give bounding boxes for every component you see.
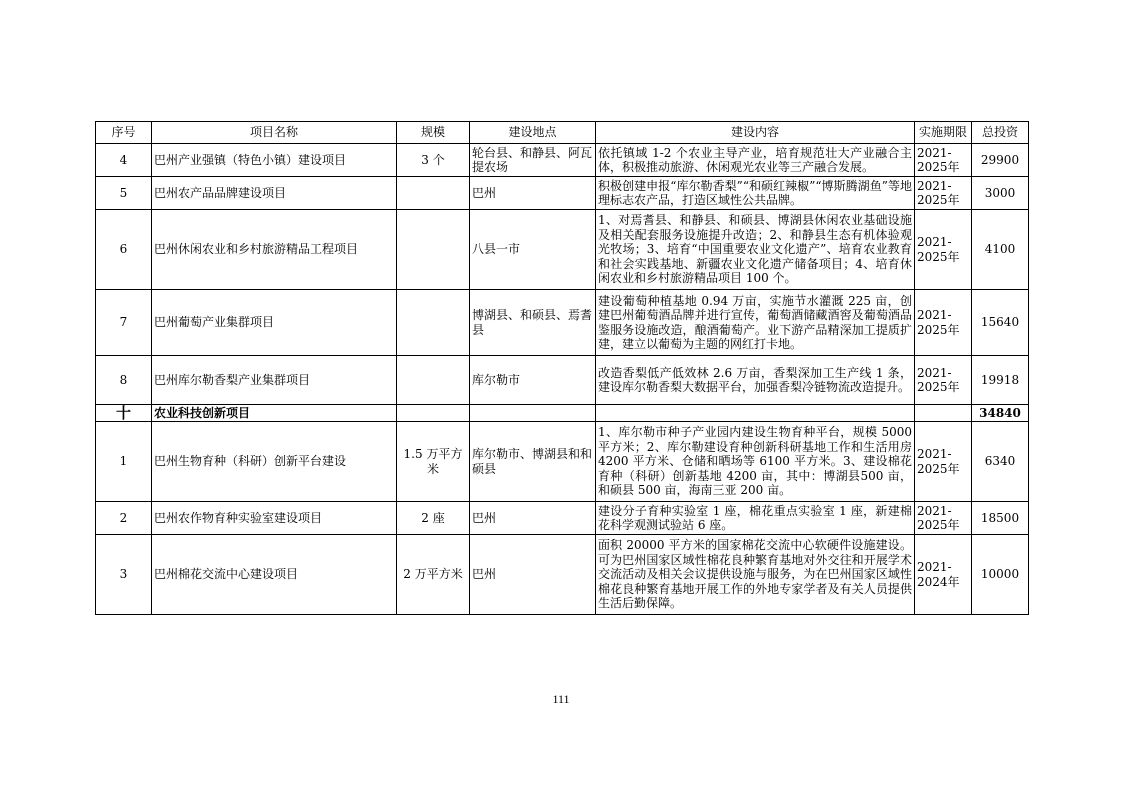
section-empty-cell [596, 405, 915, 422]
cell-content: 建设分子育种实验室 1 座，棉花重点实验室 1 座，新建棉花科学观测试验站 6 座。 [596, 502, 915, 535]
header-investment: 总投资 [972, 122, 1029, 144]
project-table [95, 121, 1029, 615]
table-row [96, 422, 1029, 502]
cell-name: 巴州棉花交流中心建设项目 [152, 535, 397, 615]
cell-scale [397, 210, 470, 290]
cell-name: 巴州休闲农业和乡村旅游精品工程项目 [152, 210, 397, 290]
header-no: 序号 [96, 122, 152, 144]
cell-scale: 3 个 [397, 144, 470, 177]
cell-investment: 4100 [972, 210, 1029, 290]
table-row [96, 356, 1029, 405]
section-empty-cell [470, 405, 596, 422]
cell-location: 巴州 [470, 502, 596, 535]
cell-scale [397, 356, 470, 405]
section-investment: 34840 [972, 405, 1029, 422]
cell-location: 轮台县、和静县、阿瓦提农场 [470, 144, 596, 177]
cell-location: 八县一市 [470, 210, 596, 290]
cell-no: 3 [96, 535, 152, 615]
header-name: 项目名称 [152, 122, 397, 144]
cell-location: 库尔勒市、博湖县和和硕县 [470, 422, 596, 502]
cell-content: 改造香梨低产低效林 2.6 万亩，香梨深加工生产线 1 条，建设库尔勒香梨大数据平台，加强香梨冷链物流改造提升。 [596, 356, 915, 405]
section-mark: 十 [96, 405, 152, 422]
cell-no: 2 [96, 502, 152, 535]
cell-location: 巴州 [470, 177, 596, 210]
header-period: 实施期限 [915, 122, 972, 144]
cell-no: 4 [96, 144, 152, 177]
section-empty-cell [915, 405, 972, 422]
cell-period: 2021-2025年 [915, 210, 972, 290]
cell-investment: 18500 [972, 502, 1029, 535]
table-header-row [96, 122, 1029, 144]
cell-scale: 2 座 [397, 502, 470, 535]
cell-location: 巴州 [470, 535, 596, 615]
cell-scale [397, 177, 470, 210]
table-row [96, 210, 1029, 290]
cell-name: 巴州生物育种（科研）创新平台建设 [152, 422, 397, 502]
cell-investment: 10000 [972, 535, 1029, 615]
page-number: 111 [552, 692, 570, 706]
cell-no: 1 [96, 422, 152, 502]
cell-period: 2021-2025年 [915, 290, 972, 356]
table-row [96, 177, 1029, 210]
cell-location: 库尔勒市 [470, 356, 596, 405]
cell-scale [397, 290, 470, 356]
cell-content: 积极创建申报“库尔勒香梨”“和硕红辣椒”“博斯腾湖鱼”等地理标志农产品，打造区域性公共品牌。 [596, 177, 915, 210]
cell-investment: 15640 [972, 290, 1029, 356]
cell-period: 2021-2025年 [915, 144, 972, 177]
cell-content: 1、对焉耆县、和静县、和硕县、博湖县休闲农业基础设施及相关配套服务设施提升改造；2、和静县生态有机体验观光牧场；3、培育“中国重要农业文化遗产”、培育农业教育和社会实践基地、新疆农业文化遗产储备项目；4、培育休闲农业和乡村旅游精品项目 100 个。 [596, 210, 915, 290]
cell-location: 博湖县、和硕县、焉耆县 [470, 290, 596, 356]
table-row [96, 502, 1029, 535]
cell-investment: 19918 [972, 356, 1029, 405]
table-row [96, 535, 1029, 615]
cell-investment: 6340 [972, 422, 1029, 502]
cell-scale: 1.5 万平方米 [397, 422, 470, 502]
cell-content: 依托镇域 1-2 个农业主导产业，培育规范壮大产业融合主体，积极推动旅游、休闲观光农业等三产融合发展。 [596, 144, 915, 177]
cell-no: 8 [96, 356, 152, 405]
cell-name: 巴州农作物育种实验室建设项目 [152, 502, 397, 535]
cell-name: 巴州产业强镇（特色小镇）建设项目 [152, 144, 397, 177]
cell-investment: 29900 [972, 144, 1029, 177]
header-scale: 规模 [397, 122, 470, 144]
cell-investment: 3000 [972, 177, 1029, 210]
table-row [96, 290, 1029, 356]
cell-period: 2021-2025年 [915, 356, 972, 405]
cell-no: 7 [96, 290, 152, 356]
cell-no: 5 [96, 177, 152, 210]
cell-period: 2021-2024年 [915, 535, 972, 615]
cell-name: 巴州库尔勒香梨产业集群项目 [152, 356, 397, 405]
section-empty-cell [397, 405, 470, 422]
cell-period: 2021-2025年 [915, 422, 972, 502]
cell-content: 1、库尔勒市种子产业园内建设生物育种平台，规模 5000平方米；2、库尔勒建设育种创新科研基地工作和生活用房 4200 平方米、仓储和晒场等 6100 平方米。3、建设棉花育种（科研）创新基地 4200 亩，其中：博湖县500 亩，和硕县 500 亩，海南三亚 200 亩。 [596, 422, 915, 502]
section-title: 农业科技创新项目 [152, 405, 397, 422]
cell-period: 2021-2025年 [915, 502, 972, 535]
table-row [96, 144, 1029, 177]
cell-content: 建设葡萄种植基地 0.94 万亩，实施节水灌溉 225 亩，创建巴州葡萄酒品牌并进行宣传，葡萄酒储藏酒窖及葡萄酒品鉴服务设施改造，酿酒葡萄产。业下游产品精深加工提质扩建，建立以葡萄为主题的网红打卡地。 [596, 290, 915, 356]
header-location: 建设地点 [470, 122, 596, 144]
cell-name: 巴州葡萄产业集群项目 [152, 290, 397, 356]
cell-content: 面积 20000 平方米的国家棉花交流中心软硬件设施建设。可为巴州国家区域性棉花良种繁育基地对外交往和开展学术交流活动及相关会议提供设施与服务，为在巴州国家区域性棉花良种繁育基地开展工作的外地专家学者及有关人员提供生活后勤保障。 [596, 535, 915, 615]
section-row [96, 405, 1029, 422]
header-content: 建设内容 [596, 122, 915, 144]
cell-no: 6 [96, 210, 152, 290]
cell-scale: 2 万平方米 [397, 535, 470, 615]
cell-period: 2021-2025年 [915, 177, 972, 210]
cell-name: 巴州农产品品牌建设项目 [152, 177, 397, 210]
